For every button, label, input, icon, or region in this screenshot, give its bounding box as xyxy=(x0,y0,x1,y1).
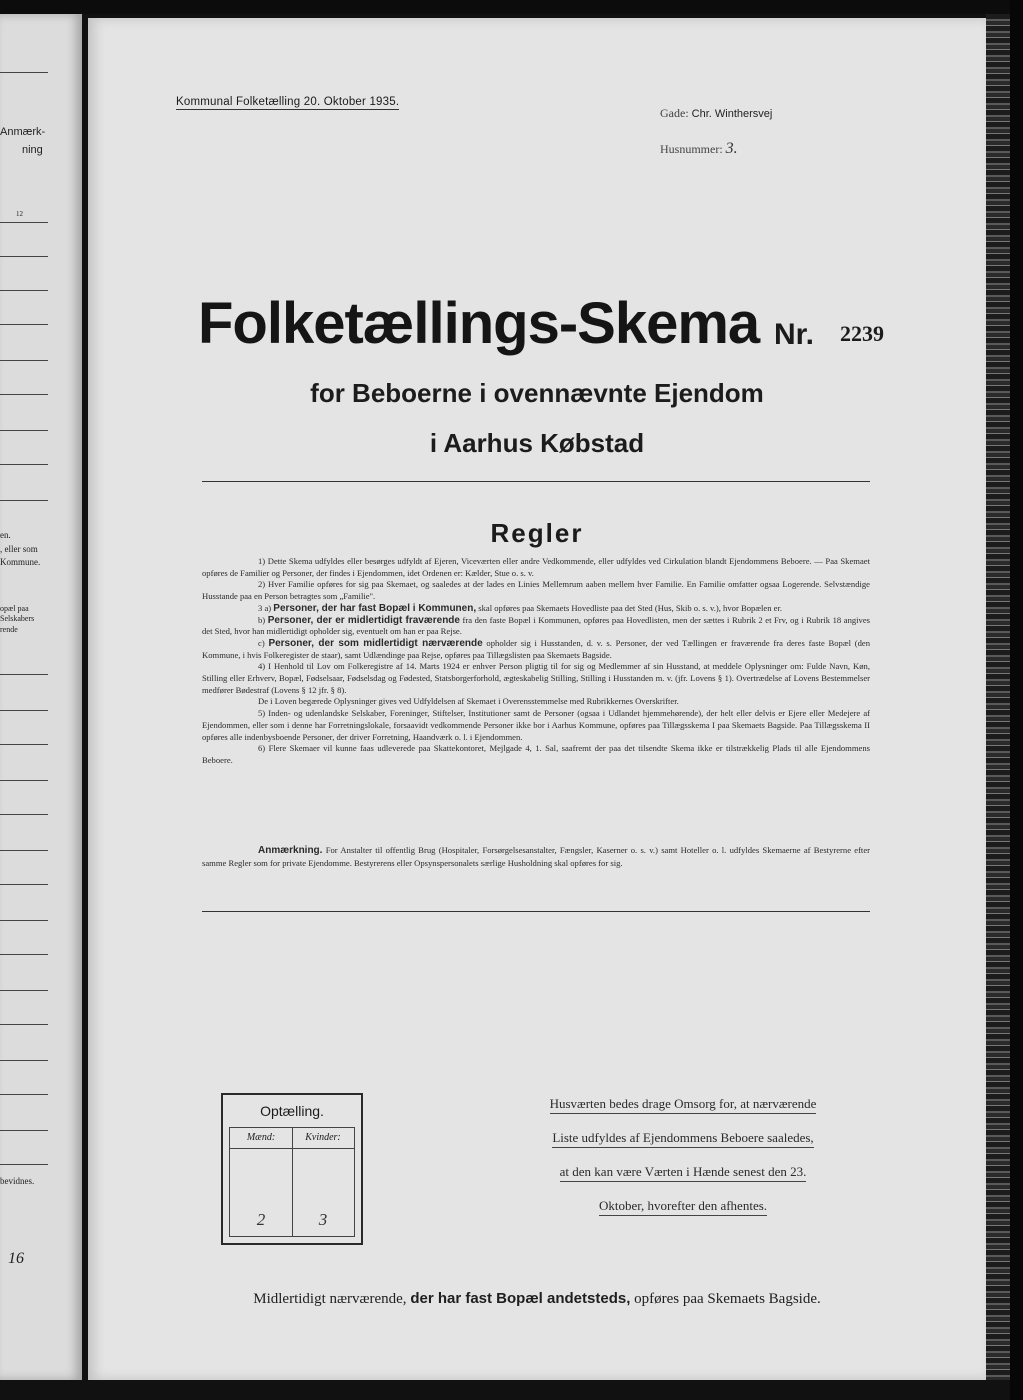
notice-line-text: Liste udfyldes af Ejendommens Beboere saaledes, xyxy=(552,1130,813,1148)
left-page-text: bevidnes. xyxy=(0,1176,35,1186)
divider xyxy=(0,72,48,73)
divider xyxy=(0,884,48,885)
left-page-text: , eller som xyxy=(0,544,38,554)
divider xyxy=(0,360,48,361)
divider xyxy=(0,1094,48,1095)
scan-edge-right xyxy=(1010,0,1023,1400)
house-number-field xyxy=(660,140,738,158)
rule-5: 5) Inden- og udenlandske Selskaber, Foreninger, Stiftelser, Institutioner samt de Personer (ogsaa i Udlandet hjemmehørende), der helt eller delvis er Ejere eller Medejere af Ejendommen, eller som i denne har Forretningslokale, forsaavidt vedkommende Personer ikke bor i Aarhus Kommune, opføres paa Tillægsskema I paa Skemaets Bagside. Paa Tillægsskema II opføres alle indenbysboende Personer, der driver Forretning, Haandværk o. l. i Ejendommen. xyxy=(202,708,870,742)
book-binding xyxy=(986,14,1010,1380)
scan-edge-top xyxy=(0,0,1023,14)
rule-3a-heading: Personer, der har fast Bopæl i Kommunen, xyxy=(273,602,477,614)
divider xyxy=(0,500,48,501)
divider xyxy=(0,710,48,711)
rule-3c-number: c) xyxy=(258,637,265,648)
divider xyxy=(0,256,48,257)
divider xyxy=(0,1024,48,1025)
divider xyxy=(0,464,48,465)
divider xyxy=(0,324,48,325)
rule-3b-number: b) xyxy=(258,614,266,625)
census-header: Kommunal Folketælling 20. Oktober 1935. xyxy=(176,96,400,108)
remark xyxy=(202,844,870,869)
notice-line xyxy=(518,1198,848,1214)
divider xyxy=(0,814,48,815)
notice-line xyxy=(518,1096,848,1112)
divider xyxy=(0,850,48,851)
divider xyxy=(0,394,48,395)
divider xyxy=(0,430,48,431)
footer-text-post: opføres paa Skemaets Bagside. xyxy=(634,1291,821,1307)
rule-3c xyxy=(202,638,870,661)
divider xyxy=(0,1164,48,1165)
footer-text-pre: Midlertidigt nærværende, xyxy=(253,1291,407,1307)
divider xyxy=(202,911,870,912)
rules-heading: Regler xyxy=(490,518,584,548)
men-label: Mænd: xyxy=(246,1132,276,1143)
divider xyxy=(0,290,48,291)
left-page-fragment xyxy=(0,14,82,1380)
women-label: Kvinder: xyxy=(305,1132,341,1143)
divider xyxy=(0,954,48,955)
left-page-text: ning xyxy=(22,144,43,156)
footer-text-bold: der har fast Bopæl andetsteds, xyxy=(410,1290,631,1307)
form-title: Folketællings-Skema xyxy=(198,291,760,356)
left-page-text: rende xyxy=(0,625,18,634)
rule-3a xyxy=(202,603,870,615)
divider xyxy=(0,222,48,223)
rule-3a-body: skal opføres paa Skemaets Hovedliste paa det Sted (Hus, Skib o. s. v.), hvor Bopælen er. xyxy=(478,602,783,613)
notice-line-text: Husværten bedes drage Omsorg for, at nærværende xyxy=(550,1096,817,1114)
rule-3c-body: opholder sig i Husstanden, d. v. s. Personer, der ved Tællingen er fraværende fra deres faste Bopæl (den Kommune, i hvis Folkeregister de staar), samt Udlændinge paa Rejse, opføres paa Tillægslisten paa Skemaets Bagside. xyxy=(202,637,870,660)
rule-6: 6) Flere Skemaer vil kunne faas udleverede paa Skattekontoret, Mejlgade 4, 1. Sal, saafremt der paa det tilsendte Skema ikke er tilstrækkelig Plads til alle Ejendommens Beboere. xyxy=(202,743,870,765)
rule-3b xyxy=(202,615,870,638)
form-subtitle-1: for Beboerne i ovennævnte Ejendom xyxy=(310,378,764,408)
street-label: Gade: xyxy=(660,106,689,120)
count-box-title: Optælling. xyxy=(260,1103,324,1119)
form-subtitle-2: i Aarhus Købstad xyxy=(429,428,645,458)
footer-note xyxy=(88,1290,986,1308)
women-count: 3 xyxy=(318,1210,328,1229)
divider xyxy=(0,674,48,675)
form-number-label: Nr. xyxy=(774,318,815,351)
count-box xyxy=(221,1093,363,1245)
rule-4: 4) I Henhold til Lov om Folkeregistre af 14. Marts 1924 er enhver Person pligtig til for sig og Medlemmer af sin Husstand, at meddele Oplysninger om: Fulde Navn, Køn, Stilling eller Erhverv, Bopæl, Fødselsaar, Fødselsdag og Fødested, Statsborgerforhold, ægteskabelig Stilling, Stilling i Husstanden m. v. (jfr. Lovens § 1). Overtrædelse af Lovens Bestemmelser medfører Bødestraf (Lovens § 12 jfr. § 8). xyxy=(202,661,870,695)
remark-label: Anmærkning. xyxy=(258,845,323,856)
notice-line-text: Oktober, hvorefter den afhentes. xyxy=(599,1198,767,1216)
rule-2: 2) Hver Familie opføres for sig paa Skemaet, og saaledes at der lades en Linies Mellemrum aaben mellem hver Familie. En Familie omfatter ogsaa Logerende. Selvstændige Husstande paa en Person betragtes som „Familie". xyxy=(202,579,870,602)
divider xyxy=(202,481,870,482)
rule-3a-number: 3 a) xyxy=(258,602,272,613)
street-value: Chr. Winthersvej xyxy=(691,108,773,120)
notice-line-text: at den kan være Værten i Hænde senest den 23. xyxy=(560,1164,807,1182)
divider xyxy=(0,990,48,991)
divider xyxy=(0,1060,48,1061)
left-page-text: Kommune. xyxy=(0,557,41,567)
rule-1: 1) Dette Skema udfyldes eller besørges udfyldt af Ejeren, Viceværten eller andre Vedkommende, eller udfyldes ved Cirkulation blandt Ejendommens Beboere. — Paa Skemaet opføres de Familier og Personer, der findes i Ejendommen, idet Ordenen er: Kælder, Stue o. s. v. xyxy=(202,556,870,578)
notice-line xyxy=(518,1130,848,1146)
left-page-text: 12 xyxy=(16,210,23,218)
left-page-text: en. xyxy=(0,530,11,540)
house-number-value: 3. xyxy=(725,140,738,157)
divider xyxy=(230,1148,354,1149)
street-field xyxy=(660,106,772,121)
divider xyxy=(0,780,48,781)
rule-3c-heading: Personer, der som midlertidigt nærværende xyxy=(268,637,483,649)
form-number-value: 2239 xyxy=(840,321,884,346)
men-count: 2 xyxy=(256,1210,266,1229)
rules-text xyxy=(202,556,870,767)
divider xyxy=(0,1130,48,1131)
house-number-label: Husnummer: xyxy=(660,142,723,156)
left-page-text: Selskabers xyxy=(0,614,35,623)
count-table xyxy=(229,1127,355,1237)
left-page-text: opæl paa xyxy=(0,604,29,613)
divider xyxy=(0,920,48,921)
remark-text: For Anstalter til offentlig Brug (Hospitaler, Forsørgelsesanstalter, Fængsler, Kaserner o. s. v.) samt Hoteller o. l. udfyldes Skemaerne af Bestyrerne efter samme Regler som for private Ejendomme. Bestyrerens eller Opsynspersonalets særlige Husholdning skal opføres for sig. xyxy=(202,845,870,868)
left-page-text: Anmærk- xyxy=(0,126,46,138)
rule-3b-body: fra den faste Bopæl i Kommunen, opføres paa Hovedlisten, men der sættes i Rubrik 2 et Frv, og i Rubrik 18 angives det Sted, hvor han midlertidigt opholder sig, eventuelt om han er paa Rejse. xyxy=(202,614,871,637)
rule-3b-heading: Personer, der er midlertidigt fraværende xyxy=(267,614,460,626)
census-form-page xyxy=(88,18,986,1380)
divider xyxy=(0,744,48,745)
rule-4b: De i Loven begærede Oplysninger gives ved Udfyldelsen af Skemaet i Overensstemmelse med Rubrikkernes Overskrifter. xyxy=(258,696,679,707)
notice-line xyxy=(518,1164,848,1180)
left-page-handwriting: 16 xyxy=(8,1250,24,1267)
